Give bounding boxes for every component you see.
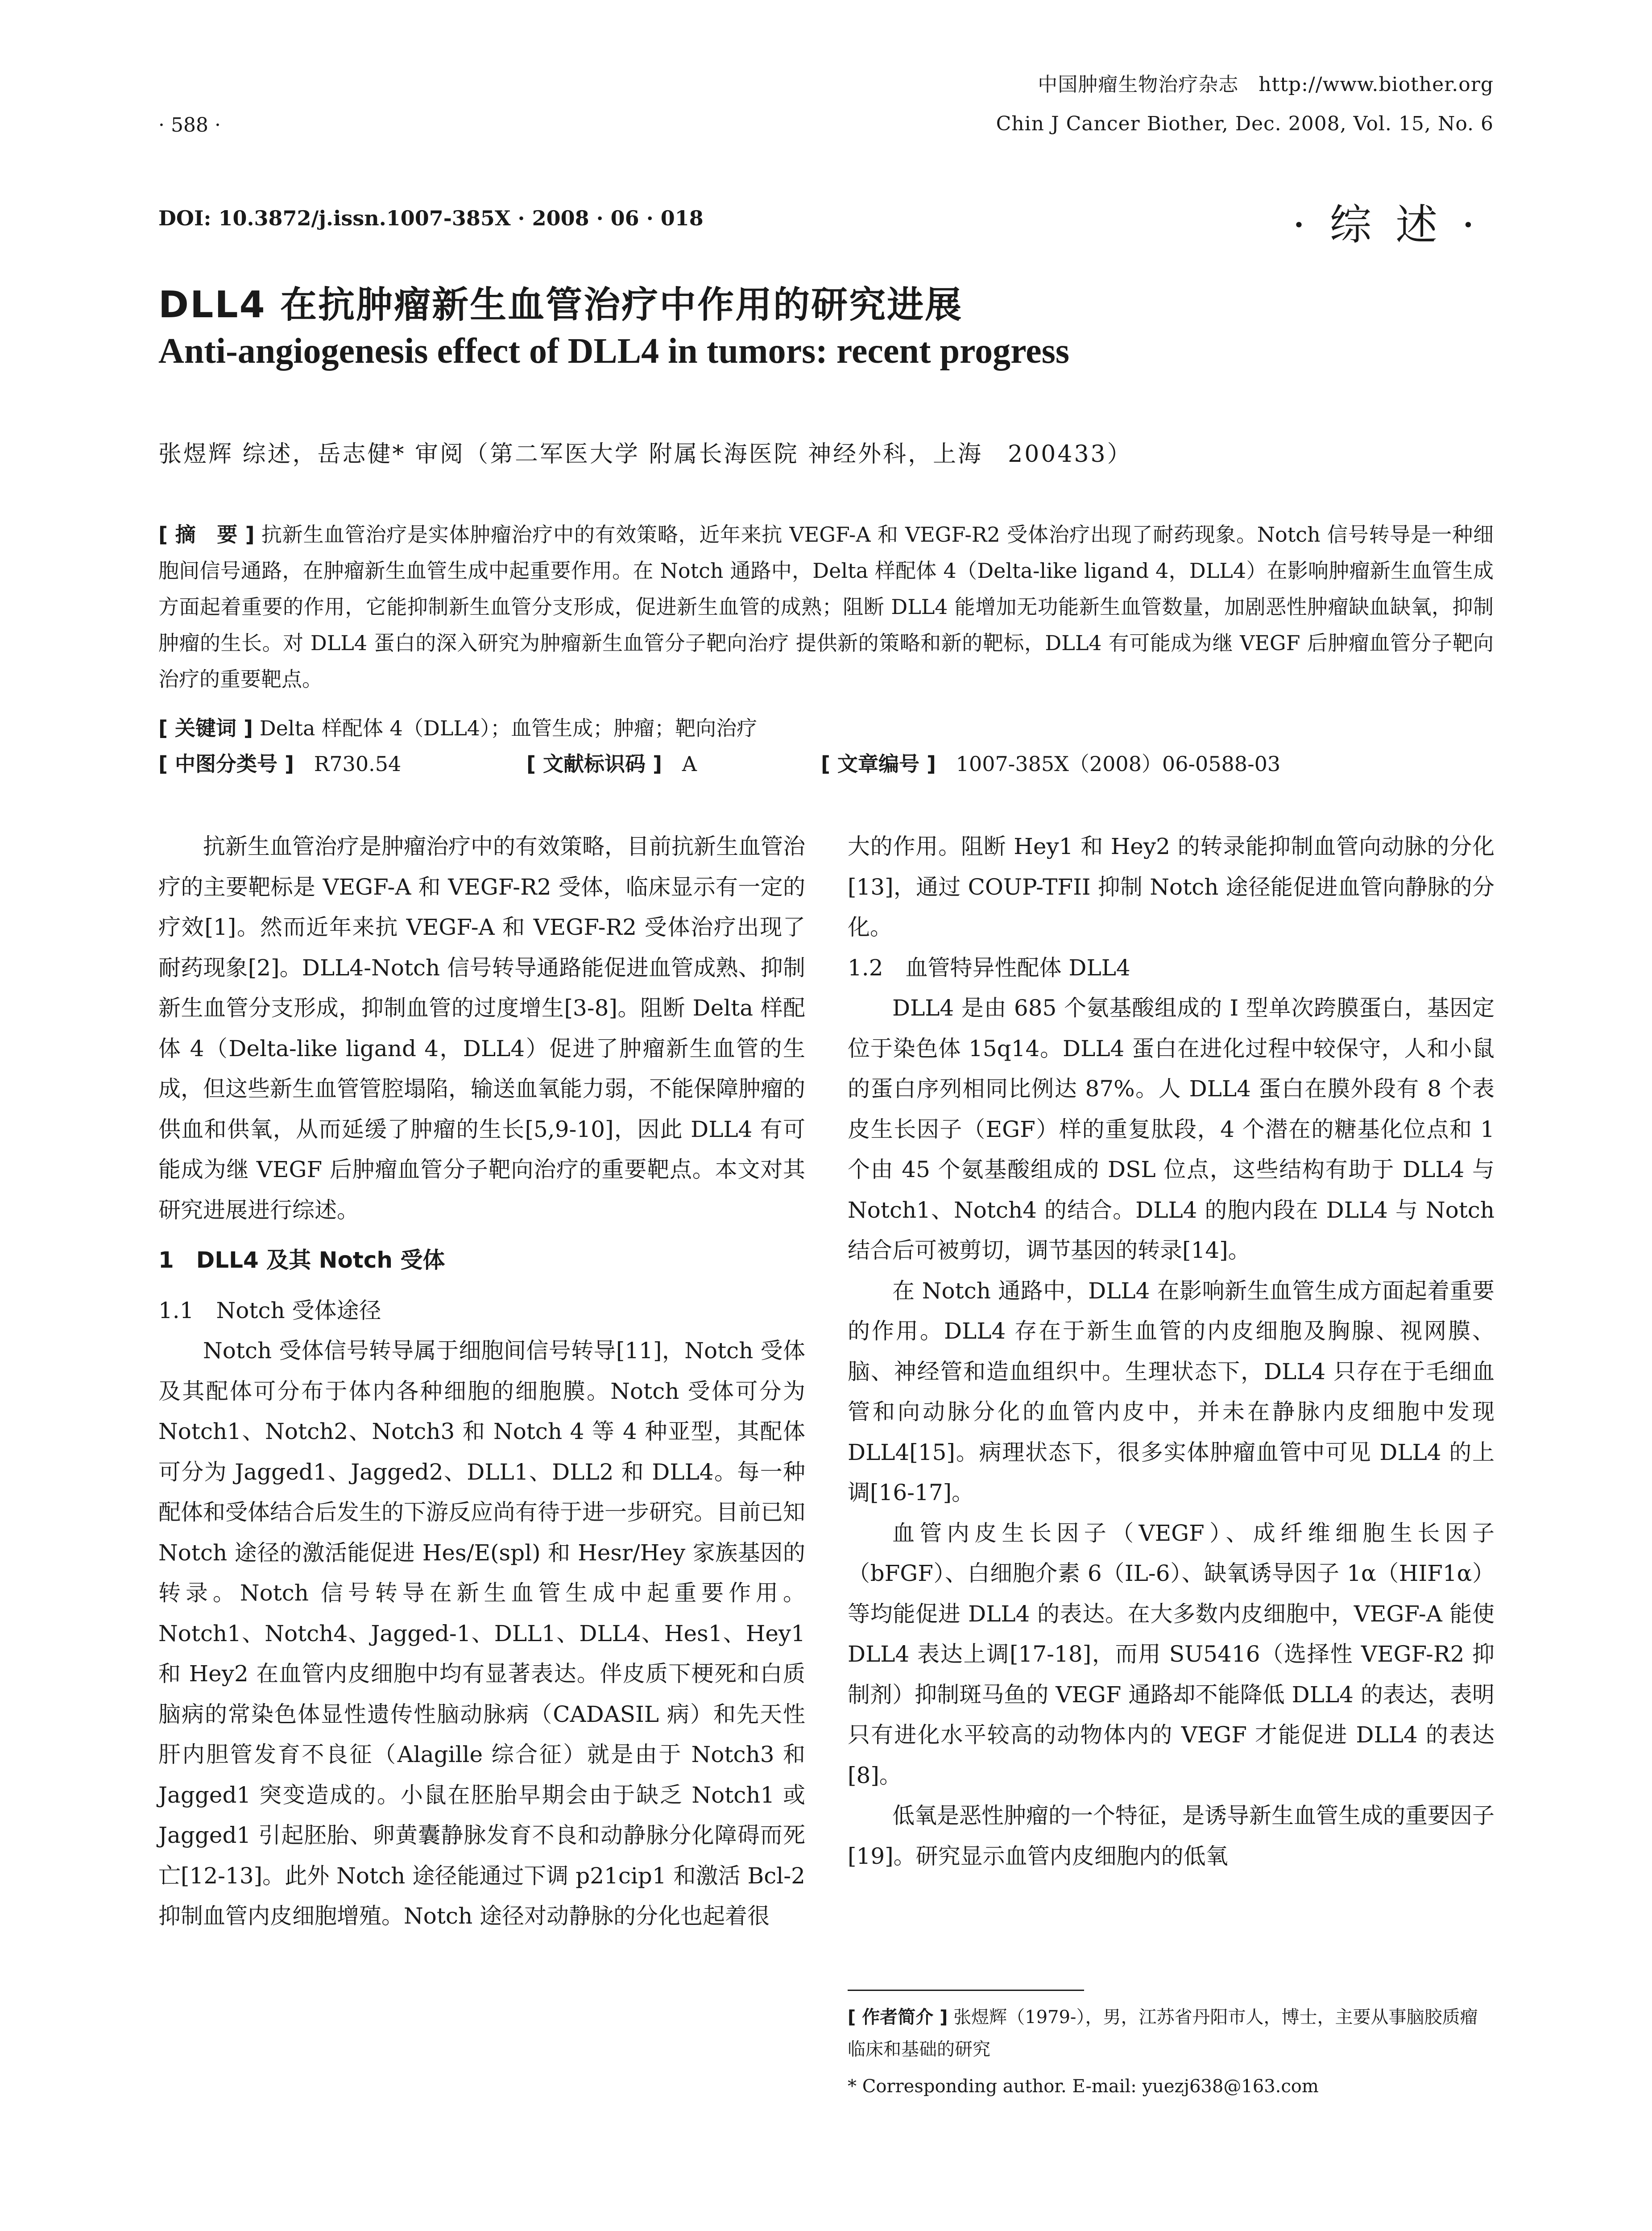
heading-section-1-2: 1.2 血管特异性配体 DLL4: [848, 954, 1130, 981]
author-bio: [848, 2001, 1495, 2065]
footnote-divider: [848, 1990, 1084, 1991]
paragraph-dll4-structure: DLL4 是由 685 个氨基酸组成的 I 型单次跨膜蛋白，基因定位于染色体 15q14。DLL4 蛋白在进化过程中较保守，人和小鼠的蛋白序列相同比例达 87%。人 DLL4 蛋白在膜外段有 8 个表皮生长因子（EGF）样的重复肽段，4 个潜在的糖基化位点和 1 个由 45 个氨基酸组成的 DSL 位点，这些结构有助于 DLL4 与 Notch1、Notch4 的结合。DLL4 的胞内段在 DLL4 与 Notch 结合后可被剪切，调节基因的转录[14]。: [848, 995, 1495, 1263]
paragraph-notch-receptor: Notch 受体信号转导属于细胞间信号转导[11]，Notch 受体及其配体可分布于体内各种细胞的细胞膜。Notch 受体可分为 Notch1、Notch2、Notch3 和 Notch 4 等 4 种亚型，其配体可分为 Jagged1、Jagged2、DLL1、DLL2 和 DLL4。每一种配体和受体结合后发生的下游反应尚有待于进一步研究。目前已知 Notch 途径的激活能促进 Hes/E(spl) 和 Hesr/Hey 家族基因的转录。Notch 信号转导在新生血管生成中起重要作用。Notch1、Notch4、Jagged-1、DLL1、DLL4、Hes1、Hey1 和 Hey2 在血管内皮细胞中均有显著表达。伴皮质下梗死和白质脑病的常染色体显性遗传性脑动脉病（CADASIL 病）和先天性肝内胆管发育不良征（Alagille 综合征）就是由于 Notch3 和 Jagged1 突变造成的。小鼠在胚胎早期会由于缺乏 Notch1 或 Jagged1 引起胚胎、卵黄囊静脉发育不良和动静脉分化障碍而死亡[12-13]。此外 Notch 途径能通过下调 p21cip1 和激活 Bcl-2 抑制血管内皮细胞增殖。Notch 途径对动静脉的分化也起着很: [158, 1338, 805, 1929]
paragraph-dll4-role: 在 Notch 通路中，DLL4 在影响新生血管生成方面起着重要的作用。DLL4 存在于新生血管的内皮细胞及胸腺、视网膜、脑、神经管和造血组织中。生理状态下，DLL4 只存在于毛细血管和向动脉分化的血管内皮中，并未在静脉内皮细胞中发现 DLL4[15]。病理状态下，很多实体肿瘤血管中可见 DLL4 的上调[16-17]。: [848, 1277, 1495, 1505]
paragraph-intro: 抗新生血管治疗是肿瘤治疗中的有效策略，目前抗新生血管治疗的主要靶标是 VEGF-A 和 VEGF-R2 受体，临床显示有一定的疗效[1]。然而近年来抗 VEGF-A 和 VEGF-R2 受体治疗出现了耐药现象[2]。DLL4-Notch 信号转导通路能促进血管成熟、抑制新生血管分支形成，抑制血管的过度增生[3-8]。阻断 Delta 样配体 4（Delta-like ligand 4，DLL4）促进了肿瘤新生血管的生成，但这些新生血管管腔塌陷，输送血氧能力弱，不能保障肿瘤的供血和供氧，从而延缓了肿瘤的生长[5,9-10]，因此 DLL4 有可能成为继 VEGF 后肿瘤血管分子靶向治疗的重要靶点。本文对其研究进展进行综述。: [158, 834, 805, 1223]
keywords-text: Delta 样配体 4（DLL4）；血管生成；肿瘤；靶向治疗: [259, 716, 758, 740]
article-number: [821, 746, 1280, 782]
author-bio-label: [ 作者简介 ]: [848, 2007, 948, 2028]
doc-code: [526, 746, 697, 782]
keywords: [158, 710, 757, 746]
clc-label: [ 中图分类号 ]: [158, 752, 294, 776]
abstract-text: 抗新生血管治疗是实体肿瘤治疗中的有效策略，近年来抗 VEGF-A 和 VEGF-R2 受体治疗出现了耐药现象。Notch 信号转导是一种细胞间信号通路，在肿瘤新生血管生成中起重要作用。在 Notch 通路中，Delta 样配体 4（Delta-like ligand 4，DLL4）在影响肿瘤新生血管生成方面起着重要的作用，它能抑制新生血管分支形成，促进新生血管的成熟；阻断 DLL4 能增加无功能新生血管数量，加剧恶性肿瘤缺血缺氧，抑制肿瘤的生长。对 DLL4 蛋白的深入研究为肿瘤新生血管分子靶向治疗 提供新的策略和新的靶标，DLL4 有可能成为继 VEGF 后肿瘤血管分子靶向治疗的重要靶点。: [158, 523, 1494, 691]
citation-line: Chin J Cancer Biother, Dec. 2008, Vol. 15, No. 6: [996, 112, 1494, 135]
title-english: Anti-angiogenesis effect of DLL4 in tumors: recent progress: [158, 332, 1069, 371]
doc-code-label: [ 文献标识码 ]: [526, 752, 662, 776]
clc-value: R730.54: [314, 752, 402, 776]
doc-code-value: A: [682, 752, 697, 776]
corresponding-author: * Corresponding author. E-mail: yuezj638@163.com: [848, 2076, 1319, 2097]
paragraph-continued: 大的作用。阻断 Hey1 和 Hey2 的转录能抑制血管向动脉的分化[13]，通过 COUP-TFII 抑制 Notch 途径能促进血管向静脉的分化。: [848, 834, 1495, 940]
paragraph-dll4-regulation: 血管内皮生长因子（VEGF）、成纤维细胞生长因子（bFGF）、白细胞介素 6（IL-6）、缺氧诱导因子 1α（HIF1α）等均能促进 DLL4 的表达。在大多数内皮细胞中，VEGF-A 能使 DLL4 表达上调[17-18]，而用 SU5416（选择性 VEGF-R2 抑制剂）抑制斑马鱼的 VEGF 通路却不能降低 DLL4 的表达，表明只有进化水平较高的动物体内的 VEGF 才能促进 DLL4 的表达[8]。: [848, 1520, 1495, 1788]
body-column-left: [158, 826, 805, 1937]
page-number: · 588 ·: [158, 114, 221, 137]
author-bio-text: 张煜辉（1979-），男，江苏省丹阳市人，博士，主要从事脑胶质瘤临床和基础的研究: [848, 2007, 1478, 2060]
paragraph-hypoxia: 低氧是恶性肿瘤的一个特征，是诱导新生血管生成的重要因子[19]。研究显示血管内皮细胞内的低氧: [848, 1803, 1495, 1869]
heading-section-1: 1 DLL4 及其 Notch 受体: [158, 1247, 445, 1273]
classification-line: [158, 746, 401, 782]
author-line: 张煜辉 综述，岳志健* 审阅（第二军医大学 附属长海医院 神经外科，上海 200433）: [158, 441, 1132, 468]
article-number-value: 1007-385X（2008）06-0588-03: [956, 752, 1281, 776]
heading-section-1-1: 1.1 Notch 受体途径: [158, 1297, 381, 1323]
doi: DOI: 10.3872/j.issn.1007-385X · 2008 · 06 · 018: [158, 206, 704, 230]
section-tag: · 综 述 ·: [1292, 201, 1480, 249]
keywords-label: [ 关键词 ]: [158, 716, 253, 740]
body-column-right: [848, 826, 1495, 1876]
article-number-label: [ 文章编号 ]: [821, 752, 936, 776]
abstract-label: [ 摘 要 ]: [158, 523, 255, 547]
title-chinese: DLL4 在抗肿瘤新生血管治疗中作用的研究进展: [158, 284, 963, 326]
journal-header: 中国肿瘤生物治疗杂志 http://www.biother.org: [1038, 73, 1494, 96]
abstract: [158, 517, 1494, 697]
